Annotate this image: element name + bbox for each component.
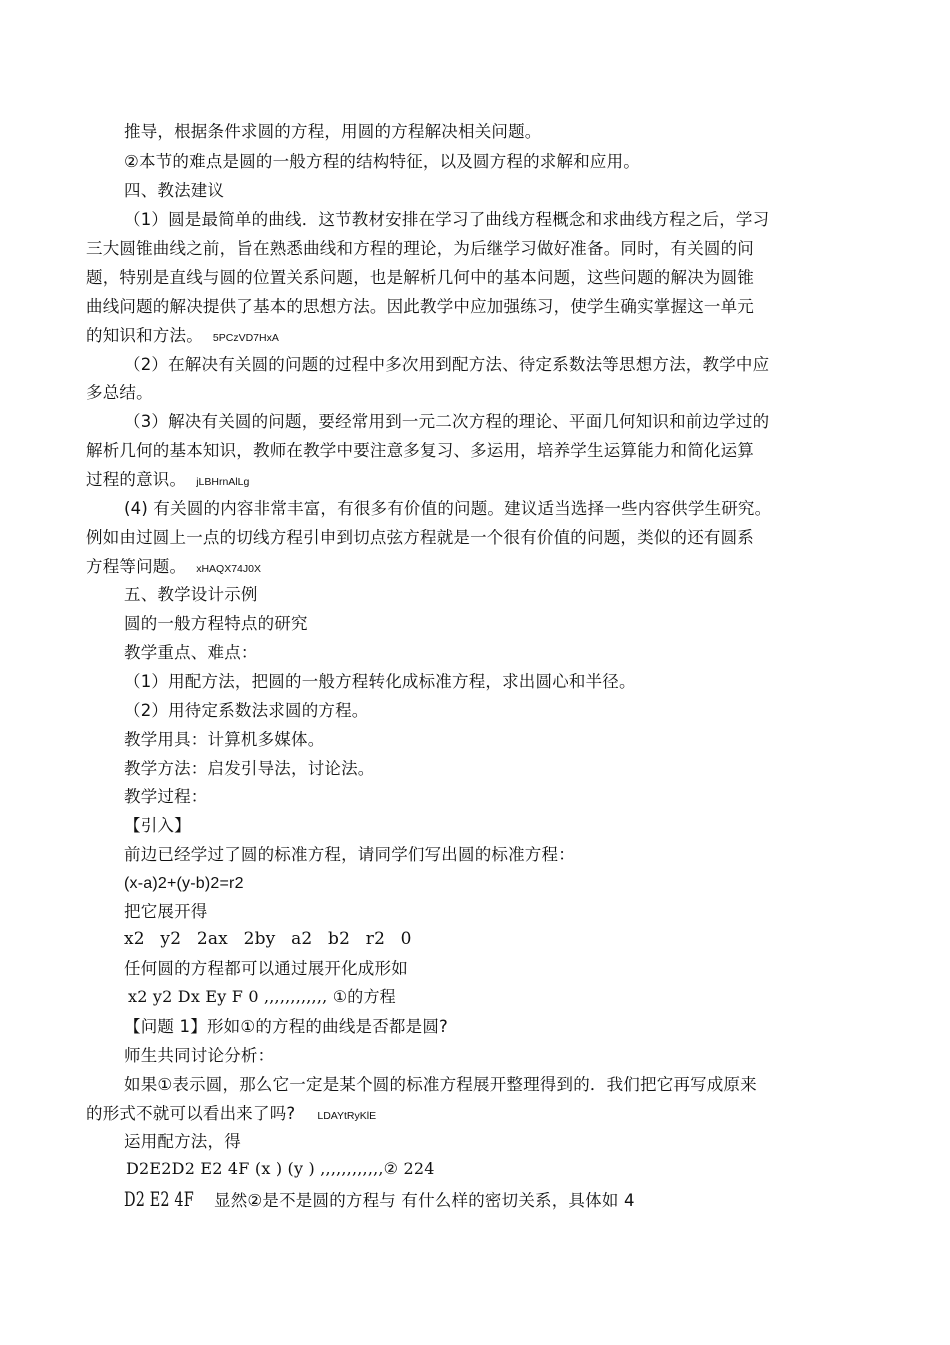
text-line: 师生共同讨论分析： bbox=[124, 1046, 275, 1065]
text-line: 例如由过圆上一点的切线方程引申到切点弦方程就是一个很有价值的问题，类似的还有圆系 bbox=[86, 528, 754, 547]
text-line: （3）解决有关圆的问题，要经常用到一元二次方程的理论、平面几何知识和前边学过的 bbox=[124, 412, 770, 431]
text-line: 解析几何的基本知识，教师在教学中要注意多复习、多运用，培养学生运算能力和简化运算 bbox=[86, 441, 754, 460]
text-line: 教学方法：启发引导法，讨论法。 bbox=[124, 759, 375, 778]
watermark-code: 5PCzVD7HxA bbox=[212, 332, 279, 344]
text-span: 方程等问题。 bbox=[86, 557, 187, 576]
text-line: 曲线问题的解决提供了基本的思想方法。因此教学中应加强练习，使学生确实掌握这一单元 bbox=[86, 297, 754, 316]
text-span: 的形式不就可以看出来了吗? bbox=[86, 1104, 296, 1123]
text-line: 推导，根据条件求圆的方程，用圆的方程解决相关问题。 bbox=[124, 122, 542, 141]
text-line bbox=[86, 325, 279, 349]
text-line: 圆的一般方程特点的研究 bbox=[124, 614, 308, 633]
text-line: 题，特别是直线与圆的位置关系问题，也是解析几何中的基本问题，这些问题的解决为圆锥 bbox=[86, 268, 754, 287]
text-line: 三大圆锥曲线之前，旨在熟悉曲线和方程的理论，为后继学习做好准备。同时，有关圆的问 bbox=[86, 239, 754, 258]
text-span: 过程的意识。 bbox=[86, 470, 187, 489]
section-heading: 四、教法建议 bbox=[124, 181, 225, 200]
text-line: 任何圆的方程都可以通过展开化成形如 bbox=[124, 959, 408, 978]
text-line: 【问题 1】形如①的方程的曲线是否都是圆? bbox=[124, 1017, 448, 1036]
text-span: 的知识和方法。 bbox=[86, 326, 203, 345]
text-line bbox=[86, 469, 249, 493]
text-line bbox=[86, 556, 261, 580]
text-line: 把它展开得 bbox=[124, 902, 208, 921]
text-span: 显然②是不是圆的方程与 有什么样的密切关系，具体如 4 bbox=[214, 1191, 635, 1210]
formula-line: x2 y2 2ax 2by a2 b2 r2 0 bbox=[124, 929, 412, 949]
text-line: 前边已经学过了圆的标准方程，请同学们写出圆的标准方程： bbox=[124, 845, 575, 864]
text-line: 教学用具：计算机多媒体。 bbox=[124, 730, 325, 749]
text-line bbox=[124, 1188, 635, 1212]
formula-line: (x-a)2+(y-b)2=r2 bbox=[124, 875, 244, 892]
text-line: 【引入】 bbox=[124, 816, 191, 835]
text-line: （1）用配方法，把圆的一般方程转化成标准方程，求出圆心和半径。 bbox=[124, 672, 636, 691]
section-heading: 五、教学设计示例 bbox=[124, 585, 258, 604]
watermark-code: xHAQX74J0X bbox=[196, 563, 261, 575]
text-line: (4) 有关圆的内容非常丰富，有很多有价值的问题。建议适当选择一些内容供学生研究。 bbox=[124, 499, 772, 518]
formula-span: D2 E2 4F bbox=[124, 1187, 194, 1211]
watermark-code: jLBHrnAlLg bbox=[196, 476, 250, 488]
text-line: 多总结。 bbox=[86, 383, 153, 402]
text-line: （2）用待定系数法求圆的方程。 bbox=[124, 701, 369, 720]
text-line: （2）在解决有关圆的问题的过程中多次用到配方法、待定系数法等思想方法，教学中应 bbox=[124, 355, 770, 374]
text-line: 教学重点、难点： bbox=[124, 643, 258, 662]
watermark-code: LDAYtRyKlE bbox=[317, 1110, 377, 1122]
text-line: （1）圆是最简单的曲线．这节教材安排在学习了曲线方程概念和求曲线方程之后，学习 bbox=[124, 210, 770, 229]
text-line bbox=[86, 1103, 376, 1127]
text-line: 如果①表示圆，那么它一定是某个圆的标准方程展开整理得到的．我们把它再写成原来 bbox=[124, 1075, 757, 1094]
formula-line: x2 y2 Dx Ey F 0 ,,,,,,,,,,,, ①的方程 bbox=[128, 987, 396, 1006]
text-line: 教学过程： bbox=[124, 787, 208, 806]
formula-line: D2E2D2 E2 4F (x ) (y ) ,,,,,,,,,,,,② 224 bbox=[126, 1159, 435, 1178]
text-line: 运用配方法，得 bbox=[124, 1132, 241, 1151]
text-line: ②本节的难点是圆的一般方程的结构特征，以及圆方程的求解和应用。 bbox=[124, 152, 640, 171]
